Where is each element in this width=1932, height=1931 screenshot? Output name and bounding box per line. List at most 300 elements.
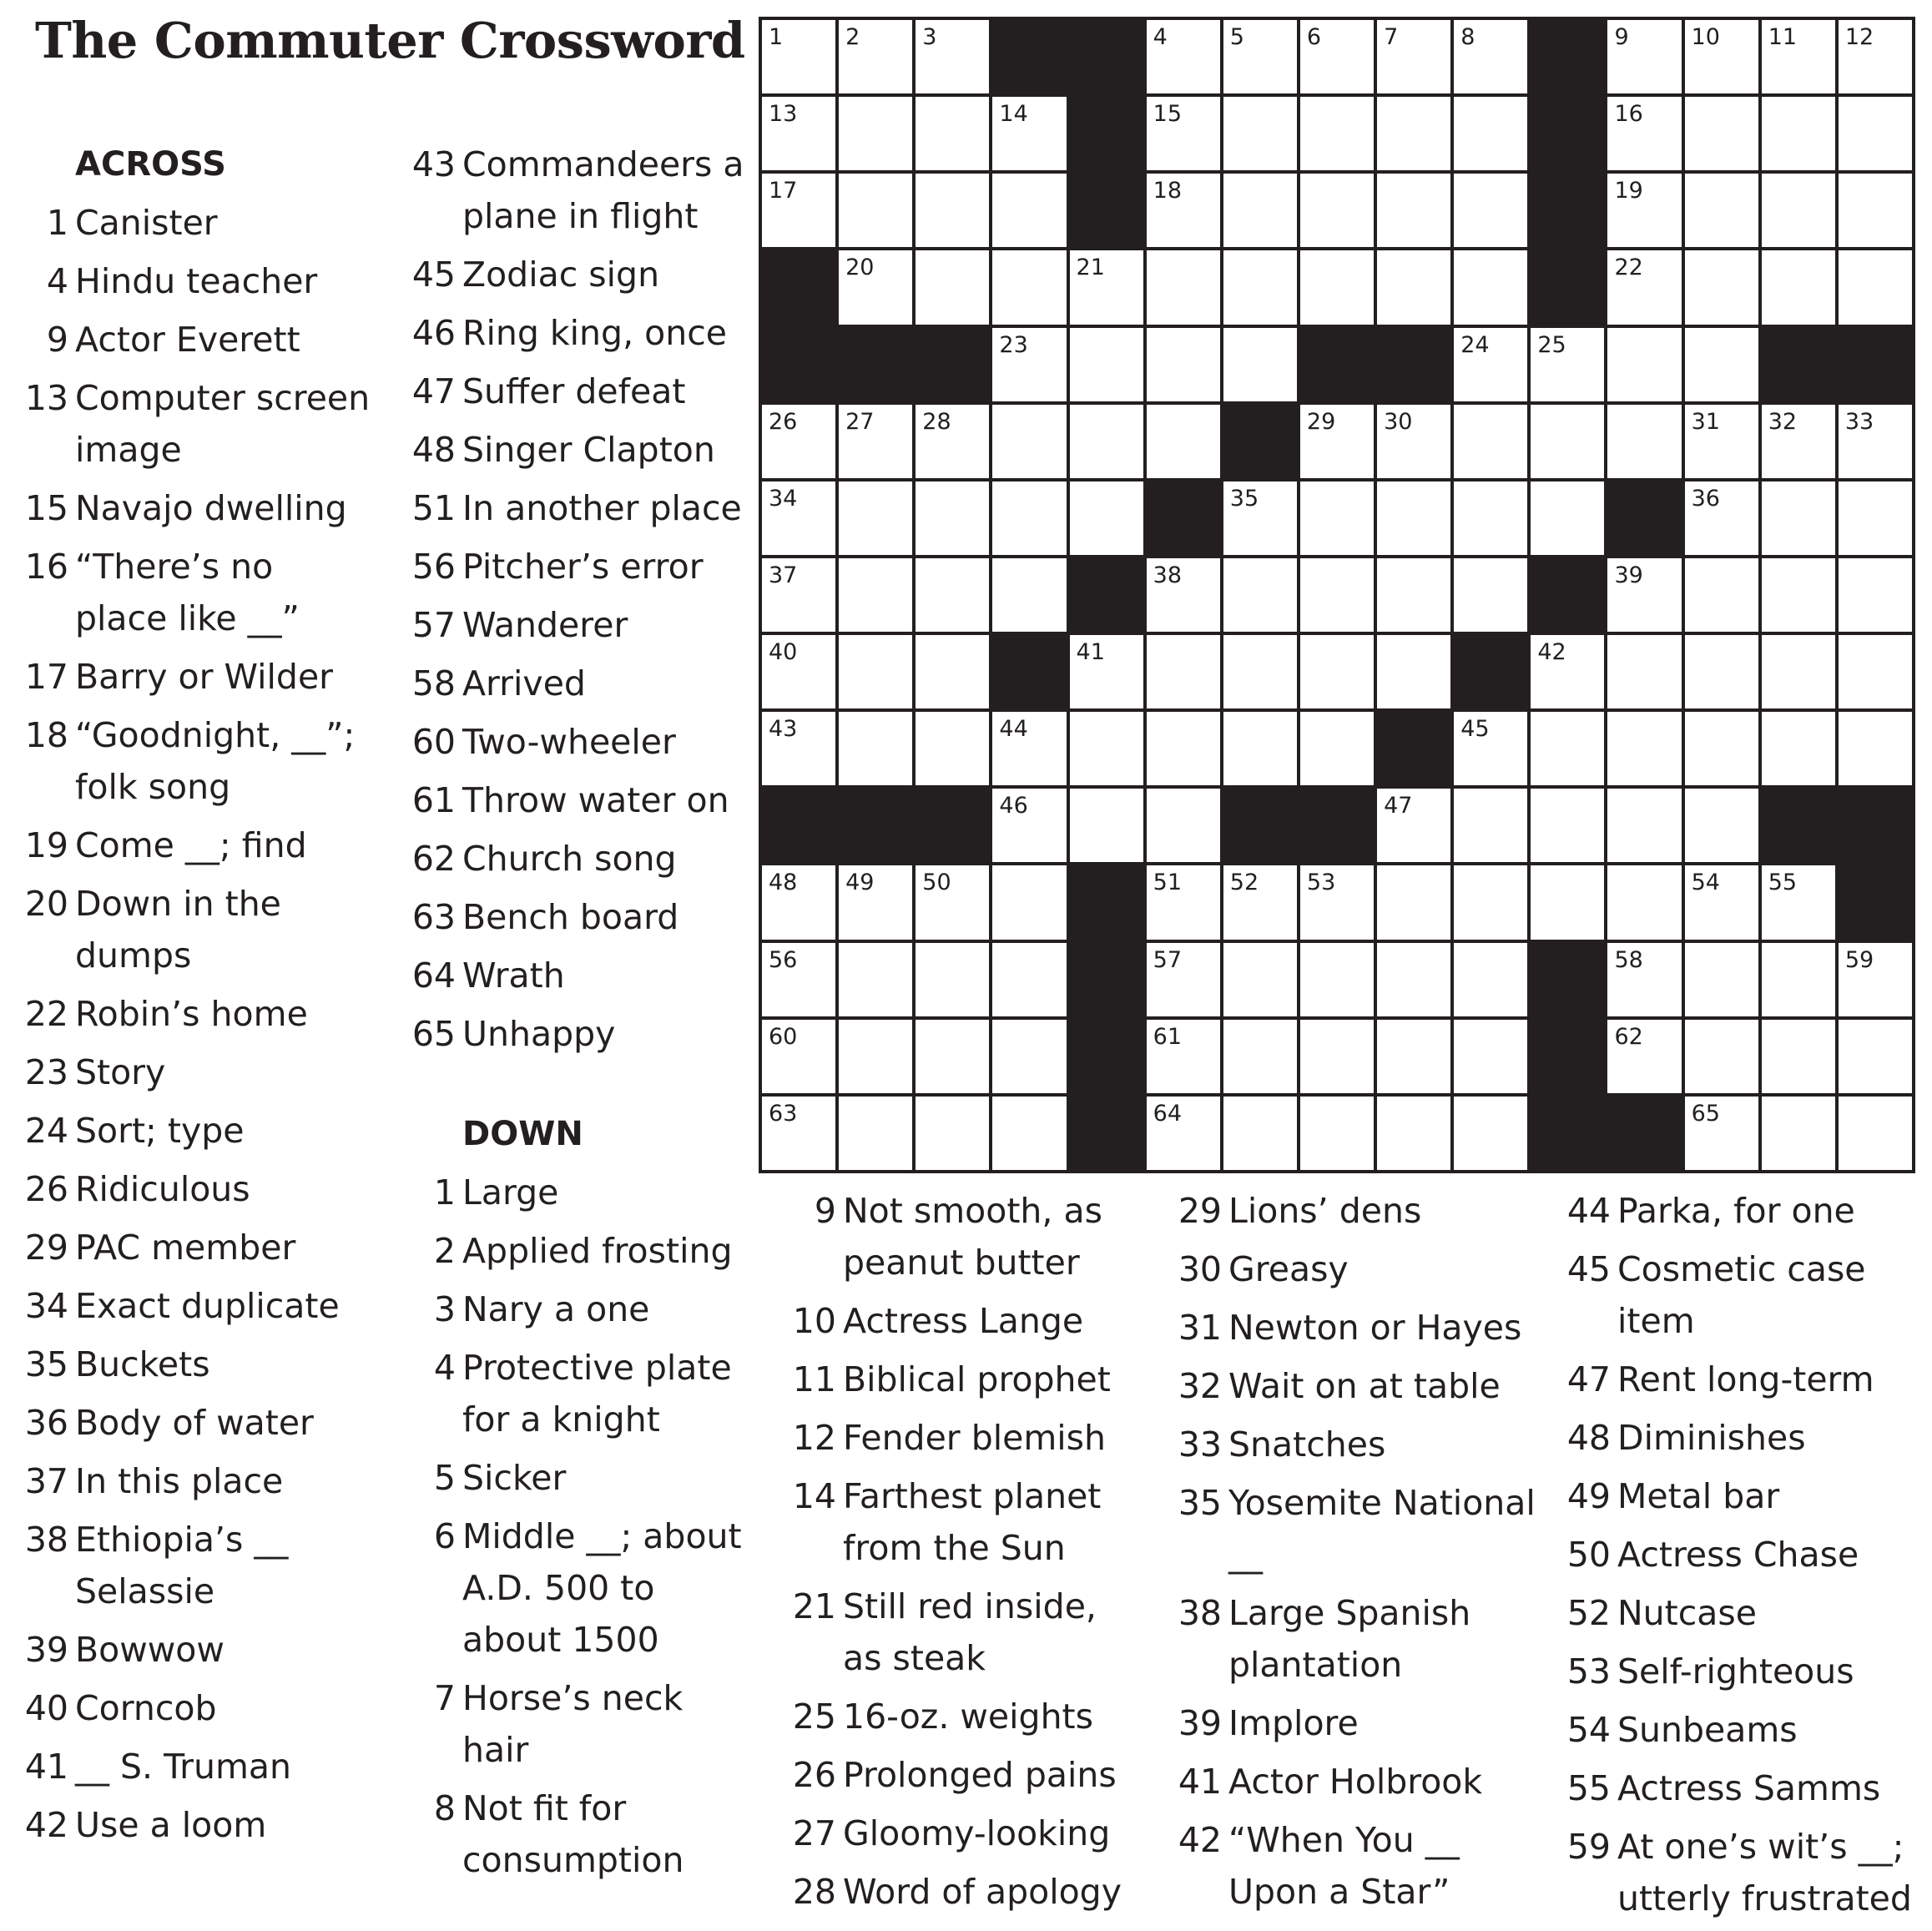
cell-number: 11: [1768, 24, 1798, 50]
cell-number: 57: [1153, 946, 1183, 973]
grid-cell[interactable]: [1377, 1020, 1450, 1093]
grid-cell[interactable]: [1300, 712, 1374, 785]
grid-cell[interactable]: [1377, 250, 1450, 324]
clue-text: Wait on at table: [1228, 1366, 1501, 1406]
grid-cell[interactable]: [1223, 712, 1297, 785]
clue-item: [404, 1672, 754, 1776]
grid-block: [762, 328, 835, 401]
grid-cell[interactable]: [1607, 1020, 1681, 1093]
grid-cell[interactable]: [1454, 481, 1527, 555]
clue-text: Two-wheeler: [462, 722, 676, 762]
grid-cell[interactable]: [1300, 481, 1374, 555]
cell-number: 20: [845, 255, 875, 281]
grid-cell[interactable]: [1531, 712, 1604, 785]
grid-block: [762, 250, 835, 324]
clue-text: Prolonged pains: [843, 1755, 1117, 1795]
grid-cell[interactable]: [1607, 250, 1681, 324]
puzzle-title: The Commuter Crossword: [35, 12, 745, 69]
grid-cell[interactable]: [1839, 558, 1912, 632]
grid-cell[interactable]: [1454, 1097, 1527, 1170]
grid-cell[interactable]: [1223, 1097, 1297, 1170]
clues-column-2: [404, 139, 754, 1893]
grid-cell[interactable]: [916, 558, 989, 632]
grid-cell[interactable]: [1147, 328, 1220, 401]
grid-cell[interactable]: [762, 1097, 835, 1170]
clue-text: Down in the dumps: [75, 884, 281, 976]
grid-cell[interactable]: [839, 97, 912, 170]
clue-item: [404, 249, 754, 300]
grid-cell[interactable]: [1377, 865, 1450, 939]
grid-block: [1070, 1020, 1143, 1093]
clue-text: Use a loom: [75, 1805, 267, 1845]
grid-cell[interactable]: [762, 174, 835, 247]
grid-cell[interactable]: [1839, 635, 1912, 708]
clue-item: [17, 1455, 376, 1507]
grid-cell[interactable]: [1223, 250, 1297, 324]
clue-number: 44: [1566, 1191, 1611, 1231]
clue-item: [404, 1782, 754, 1886]
grid-cell[interactable]: [1454, 712, 1527, 785]
grid-cell[interactable]: [1454, 250, 1527, 324]
grid-cell[interactable]: [1070, 635, 1143, 708]
cell-number: 24: [1460, 331, 1490, 358]
grid-cell[interactable]: [916, 405, 989, 478]
grid-cell[interactable]: [1839, 943, 1912, 1016]
grid-cell[interactable]: [916, 97, 989, 170]
clue-number: 42: [24, 1805, 68, 1845]
grid-cell[interactable]: [1223, 943, 1297, 1016]
clue-number: 21: [792, 1586, 836, 1626]
grid-cell[interactable]: [1762, 97, 1835, 170]
clue-item: [1170, 1697, 1537, 1749]
grid-block: [1839, 789, 1912, 862]
cell-number: 58: [1614, 946, 1643, 973]
cell-number: 40: [769, 639, 798, 666]
grid-cell[interactable]: [916, 635, 989, 708]
grid-cell[interactable]: [1377, 405, 1450, 478]
cell-number: 56: [769, 946, 798, 973]
cell-number: 1: [769, 24, 784, 50]
clue-text: Horse’s neck hair: [462, 1678, 684, 1770]
clue-item: [1559, 1587, 1926, 1639]
clue-number: 30: [1178, 1249, 1222, 1289]
grid-cell[interactable]: [1685, 1020, 1758, 1093]
grid-cell[interactable]: [1685, 558, 1758, 632]
grid-cell[interactable]: [992, 1020, 1066, 1093]
grid-cell[interactable]: [1607, 865, 1681, 939]
grid-cell[interactable]: [1147, 250, 1220, 324]
grid-cell[interactable]: [1454, 1020, 1527, 1093]
grid-cell[interactable]: [1762, 943, 1835, 1016]
cell-number: 36: [1691, 485, 1720, 512]
grid-cell[interactable]: [1300, 865, 1374, 939]
clue-number: 4: [433, 1348, 456, 1388]
clue-item: [1559, 1704, 1926, 1756]
grid-cell[interactable]: [916, 481, 989, 555]
grid-cell[interactable]: [1685, 20, 1758, 93]
grid-cell[interactable]: [1223, 20, 1297, 93]
grid-cell[interactable]: [1070, 405, 1143, 478]
down-clues-column-3: [784, 1185, 1143, 1924]
clue-item: [404, 424, 754, 476]
grid-cell[interactable]: [1685, 481, 1758, 555]
grid-cell[interactable]: [992, 328, 1066, 401]
clue-text: Actress Lange: [843, 1301, 1084, 1341]
grid-cell[interactable]: [1223, 328, 1297, 401]
grid-cell[interactable]: [1762, 1097, 1835, 1170]
grid-cell[interactable]: [839, 174, 912, 247]
grid-cell[interactable]: [1300, 250, 1374, 324]
grid-cell[interactable]: [1300, 97, 1374, 170]
clue-number: 63: [411, 897, 456, 937]
clue-item: [404, 658, 754, 709]
grid-cell[interactable]: [1607, 943, 1681, 1016]
grid-cell[interactable]: [1377, 1097, 1450, 1170]
grid-cell[interactable]: [992, 250, 1066, 324]
grid-cell[interactable]: [1223, 865, 1297, 939]
cell-number: 16: [1614, 101, 1643, 128]
clue-item: [17, 372, 376, 476]
clue-number: 53: [1566, 1651, 1611, 1692]
grid-cell[interactable]: [1839, 174, 1912, 247]
grid-cell[interactable]: [1607, 405, 1681, 478]
clue-number: 3: [433, 1289, 456, 1329]
grid-cell[interactable]: [839, 481, 912, 555]
grid-cell[interactable]: [839, 712, 912, 785]
clue-text: Actor Everett: [75, 320, 300, 360]
grid-cell[interactable]: [1531, 789, 1604, 862]
grid-cell[interactable]: [1147, 20, 1220, 93]
grid-cell[interactable]: [1300, 405, 1374, 478]
cell-number: 48: [769, 870, 798, 896]
grid-cell[interactable]: [1685, 712, 1758, 785]
grid-cell[interactable]: [992, 405, 1066, 478]
clue-text: Sort; type: [75, 1111, 245, 1151]
grid-block: [916, 328, 989, 401]
clue-number: 41: [24, 1747, 68, 1787]
grid-cell[interactable]: [1607, 789, 1681, 862]
grid-cell[interactable]: [1685, 635, 1758, 708]
grid-cell[interactable]: [1607, 635, 1681, 708]
grid-cell[interactable]: [1531, 328, 1604, 401]
grid-cell[interactable]: [992, 481, 1066, 555]
clue-text: “There’s no place like __”: [75, 547, 300, 638]
grid-cell[interactable]: [1685, 405, 1758, 478]
grid-cell[interactable]: [1147, 174, 1220, 247]
grid-cell[interactable]: [1377, 558, 1450, 632]
grid-cell[interactable]: [1454, 558, 1527, 632]
grid-cell[interactable]: [1531, 405, 1604, 478]
grid-cell[interactable]: [1070, 789, 1143, 862]
grid-cell[interactable]: [1223, 174, 1297, 247]
grid-cell[interactable]: [1454, 20, 1527, 93]
grid-cell[interactable]: [1454, 174, 1527, 247]
grid-cell[interactable]: [1070, 328, 1143, 401]
grid-block: [1300, 328, 1374, 401]
grid-cell[interactable]: [1377, 174, 1450, 247]
grid-cell[interactable]: [1377, 97, 1450, 170]
grid-cell[interactable]: [916, 250, 989, 324]
clue-text: Not smooth, as peanut butter: [843, 1191, 1102, 1283]
grid-cell[interactable]: [1839, 97, 1912, 170]
clue-number: 47: [411, 371, 456, 411]
grid-block: [1762, 328, 1835, 401]
clue-item: [404, 1008, 754, 1060]
grid-cell[interactable]: [1223, 97, 1297, 170]
grid-cell[interactable]: [1300, 20, 1374, 93]
clue-number: 15: [24, 488, 68, 528]
clue-number: 11: [792, 1359, 836, 1399]
clue-item: [404, 1510, 754, 1666]
clue-item: [404, 716, 754, 768]
grid-cell[interactable]: [1607, 558, 1681, 632]
grid-cell[interactable]: [1839, 1097, 1912, 1170]
grid-cell[interactable]: [1147, 943, 1220, 1016]
grid-cell[interactable]: [1454, 328, 1527, 401]
grid-cell[interactable]: [992, 865, 1066, 939]
clue-item: [784, 1581, 1143, 1684]
grid-cell[interactable]: [1223, 558, 1297, 632]
grid-cell[interactable]: [1300, 635, 1374, 708]
cell-number: 62: [1614, 1023, 1643, 1050]
clue-item: [17, 988, 376, 1040]
grid-cell[interactable]: [1839, 481, 1912, 555]
grid-cell[interactable]: [1762, 481, 1835, 555]
grid-cell[interactable]: [916, 174, 989, 247]
grid-cell[interactable]: [916, 1097, 989, 1170]
grid-cell[interactable]: [1147, 1097, 1220, 1170]
clue-text: Ridiculous: [75, 1169, 250, 1209]
clue-text: Metal bar: [1617, 1476, 1780, 1516]
grid-cell[interactable]: [1300, 558, 1374, 632]
clue-item: [17, 819, 376, 871]
grid-cell[interactable]: [916, 1020, 989, 1093]
clue-text: Parka, for one: [1617, 1191, 1855, 1231]
grid-cell[interactable]: [916, 20, 989, 93]
clue-text: Corncob: [75, 1688, 217, 1728]
clue-number: 36: [24, 1403, 68, 1443]
grid-cell[interactable]: [839, 943, 912, 1016]
grid-cell[interactable]: [1454, 943, 1527, 1016]
clue-item: [1170, 1419, 1537, 1470]
grid-cell[interactable]: [1685, 97, 1758, 170]
grid-cell[interactable]: [1377, 481, 1450, 555]
grid-cell[interactable]: [1300, 943, 1374, 1016]
grid-cell[interactable]: [992, 789, 1066, 862]
clue-text: Canister: [75, 203, 218, 243]
grid-cell[interactable]: [1147, 405, 1220, 478]
grid-cell[interactable]: [1300, 174, 1374, 247]
grid-cell[interactable]: [992, 1097, 1066, 1170]
grid-cell[interactable]: [1839, 250, 1912, 324]
grid-cell[interactable]: [1685, 789, 1758, 862]
grid-cell[interactable]: [992, 174, 1066, 247]
clue-text: Story: [75, 1052, 166, 1092]
grid-cell[interactable]: [1762, 865, 1835, 939]
grid-cell[interactable]: [1147, 558, 1220, 632]
grid-cell[interactable]: [1607, 174, 1681, 247]
clue-number: 31: [1178, 1308, 1222, 1348]
grid-cell[interactable]: [1762, 250, 1835, 324]
grid-cell[interactable]: [762, 558, 835, 632]
grid-cell[interactable]: [1070, 481, 1143, 555]
grid-cell[interactable]: [1839, 20, 1912, 93]
clue-item: [404, 774, 754, 826]
clue-number: 26: [24, 1169, 68, 1209]
grid-cell[interactable]: [839, 405, 912, 478]
cell-number: 15: [1153, 101, 1183, 128]
grid-cell[interactable]: [1685, 174, 1758, 247]
cell-number: 30: [1384, 408, 1413, 435]
clue-text: Computer screen image: [75, 378, 371, 470]
grid-cell[interactable]: [1762, 635, 1835, 708]
clue-item: [17, 1163, 376, 1215]
clue-number: 38: [24, 1520, 68, 1560]
clue-number: 38: [1178, 1593, 1222, 1633]
grid-cell[interactable]: [1147, 1020, 1220, 1093]
grid-block: [1300, 789, 1374, 862]
cell-number: 8: [1460, 24, 1475, 50]
cell-number: 64: [1153, 1100, 1183, 1127]
grid-cell[interactable]: [1223, 1020, 1297, 1093]
grid-cell[interactable]: [762, 865, 835, 939]
cell-number: 60: [769, 1023, 798, 1050]
grid-cell[interactable]: [1070, 250, 1143, 324]
clue-number: 14: [792, 1476, 836, 1516]
grid-cell[interactable]: [1762, 174, 1835, 247]
grid-cell[interactable]: [762, 481, 835, 555]
clue-item: [404, 833, 754, 885]
grid-cell[interactable]: [1377, 20, 1450, 93]
grid-cell[interactable]: [1531, 865, 1604, 939]
grid-cell[interactable]: [992, 558, 1066, 632]
grid-cell[interactable]: [839, 20, 912, 93]
grid-cell[interactable]: [1685, 943, 1758, 1016]
clue-text: Nutcase: [1617, 1593, 1757, 1633]
clue-text: Wanderer: [462, 605, 628, 645]
grid-cell[interactable]: [1762, 558, 1835, 632]
grid-cell[interactable]: [1762, 712, 1835, 785]
grid-cell[interactable]: [1607, 328, 1681, 401]
grid-cell[interactable]: [839, 1097, 912, 1170]
grid-cell[interactable]: [762, 405, 835, 478]
grid-cell[interactable]: [1147, 865, 1220, 939]
grid-cell[interactable]: [1377, 635, 1450, 708]
grid-cell[interactable]: [1607, 97, 1681, 170]
clue-text: Newton or Hayes: [1228, 1308, 1522, 1348]
clue-item: [17, 314, 376, 366]
grid-cell[interactable]: [1839, 712, 1912, 785]
clue-number: 34: [24, 1286, 68, 1326]
grid-cell[interactable]: [1377, 789, 1450, 862]
grid-cell[interactable]: [1762, 405, 1835, 478]
grid-cell[interactable]: [762, 1020, 835, 1093]
clue-number: 39: [1178, 1703, 1222, 1743]
cell-number: 22: [1614, 255, 1643, 281]
clue-item: [17, 1397, 376, 1449]
grid-cell[interactable]: [1147, 789, 1220, 862]
grid-cell[interactable]: [1762, 20, 1835, 93]
grid-cell[interactable]: [1147, 712, 1220, 785]
grid-cell[interactable]: [992, 712, 1066, 785]
grid-block: [1839, 328, 1912, 401]
cell-number: 45: [1460, 716, 1490, 743]
cell-number: 7: [1384, 24, 1399, 50]
grid-cell[interactable]: [916, 712, 989, 785]
cell-number: 4: [1153, 24, 1168, 50]
cell-number: 54: [1691, 870, 1720, 896]
clue-item: [784, 1749, 1143, 1801]
grid-cell[interactable]: [1147, 635, 1220, 708]
grid-cell[interactable]: [1454, 405, 1527, 478]
grid-cell[interactable]: [1685, 250, 1758, 324]
grid-block: [1070, 20, 1143, 93]
grid-cell[interactable]: [1531, 481, 1604, 555]
grid-cell[interactable]: [839, 635, 912, 708]
grid-cell[interactable]: [839, 1020, 912, 1093]
grid-cell[interactable]: [1839, 1020, 1912, 1093]
grid-cell[interactable]: [762, 20, 835, 93]
grid-cell[interactable]: [762, 943, 835, 1016]
grid-cell[interactable]: [1607, 20, 1681, 93]
cell-number: 47: [1384, 793, 1413, 819]
cell-number: 65: [1691, 1100, 1720, 1127]
grid-cell[interactable]: [1685, 865, 1758, 939]
grid-cell[interactable]: [762, 97, 835, 170]
grid-cell[interactable]: [916, 865, 989, 939]
grid-cell[interactable]: [1454, 97, 1527, 170]
grid-block: [1531, 20, 1604, 93]
grid-cell[interactable]: [1685, 328, 1758, 401]
clue-text: Robin’s home: [75, 994, 308, 1034]
cell-number: 50: [922, 870, 951, 896]
clue-item: [1170, 1243, 1537, 1295]
grid-cell[interactable]: [762, 635, 835, 708]
crossword-grid[interactable]: [759, 17, 1915, 1173]
grid-cell[interactable]: [1454, 865, 1527, 939]
clue-item: [404, 366, 754, 417]
grid-cell[interactable]: [839, 558, 912, 632]
grid-cell[interactable]: [1531, 635, 1604, 708]
clue-item: [404, 1342, 754, 1445]
grid-cell[interactable]: [1300, 1020, 1374, 1093]
grid-cell[interactable]: [916, 943, 989, 1016]
grid-cell[interactable]: [1377, 943, 1450, 1016]
grid-cell[interactable]: [1762, 1020, 1835, 1093]
clue-item: [1170, 1302, 1537, 1354]
clue-number: 5: [433, 1458, 456, 1498]
grid-cell[interactable]: [992, 97, 1066, 170]
grid-cell[interactable]: [1685, 1097, 1758, 1170]
grid-cell[interactable]: [762, 712, 835, 785]
grid-cell[interactable]: [1070, 712, 1143, 785]
grid-cell[interactable]: [1147, 97, 1220, 170]
grid-cell[interactable]: [1300, 1097, 1374, 1170]
grid-cell[interactable]: [1454, 789, 1527, 862]
grid-cell[interactable]: [1223, 481, 1297, 555]
grid-cell[interactable]: [1839, 405, 1912, 478]
clue-number: 29: [24, 1228, 68, 1268]
grid-cell[interactable]: [1607, 712, 1681, 785]
clue-text: Word of apology: [843, 1872, 1122, 1912]
grid-cell[interactable]: [839, 250, 912, 324]
clue-text: Unhappy: [462, 1014, 616, 1054]
grid-cell[interactable]: [839, 865, 912, 939]
grid-cell[interactable]: [992, 943, 1066, 1016]
clue-text: Church song: [462, 839, 677, 879]
grid-cell[interactable]: [1223, 635, 1297, 708]
clue-item: [17, 1741, 376, 1792]
